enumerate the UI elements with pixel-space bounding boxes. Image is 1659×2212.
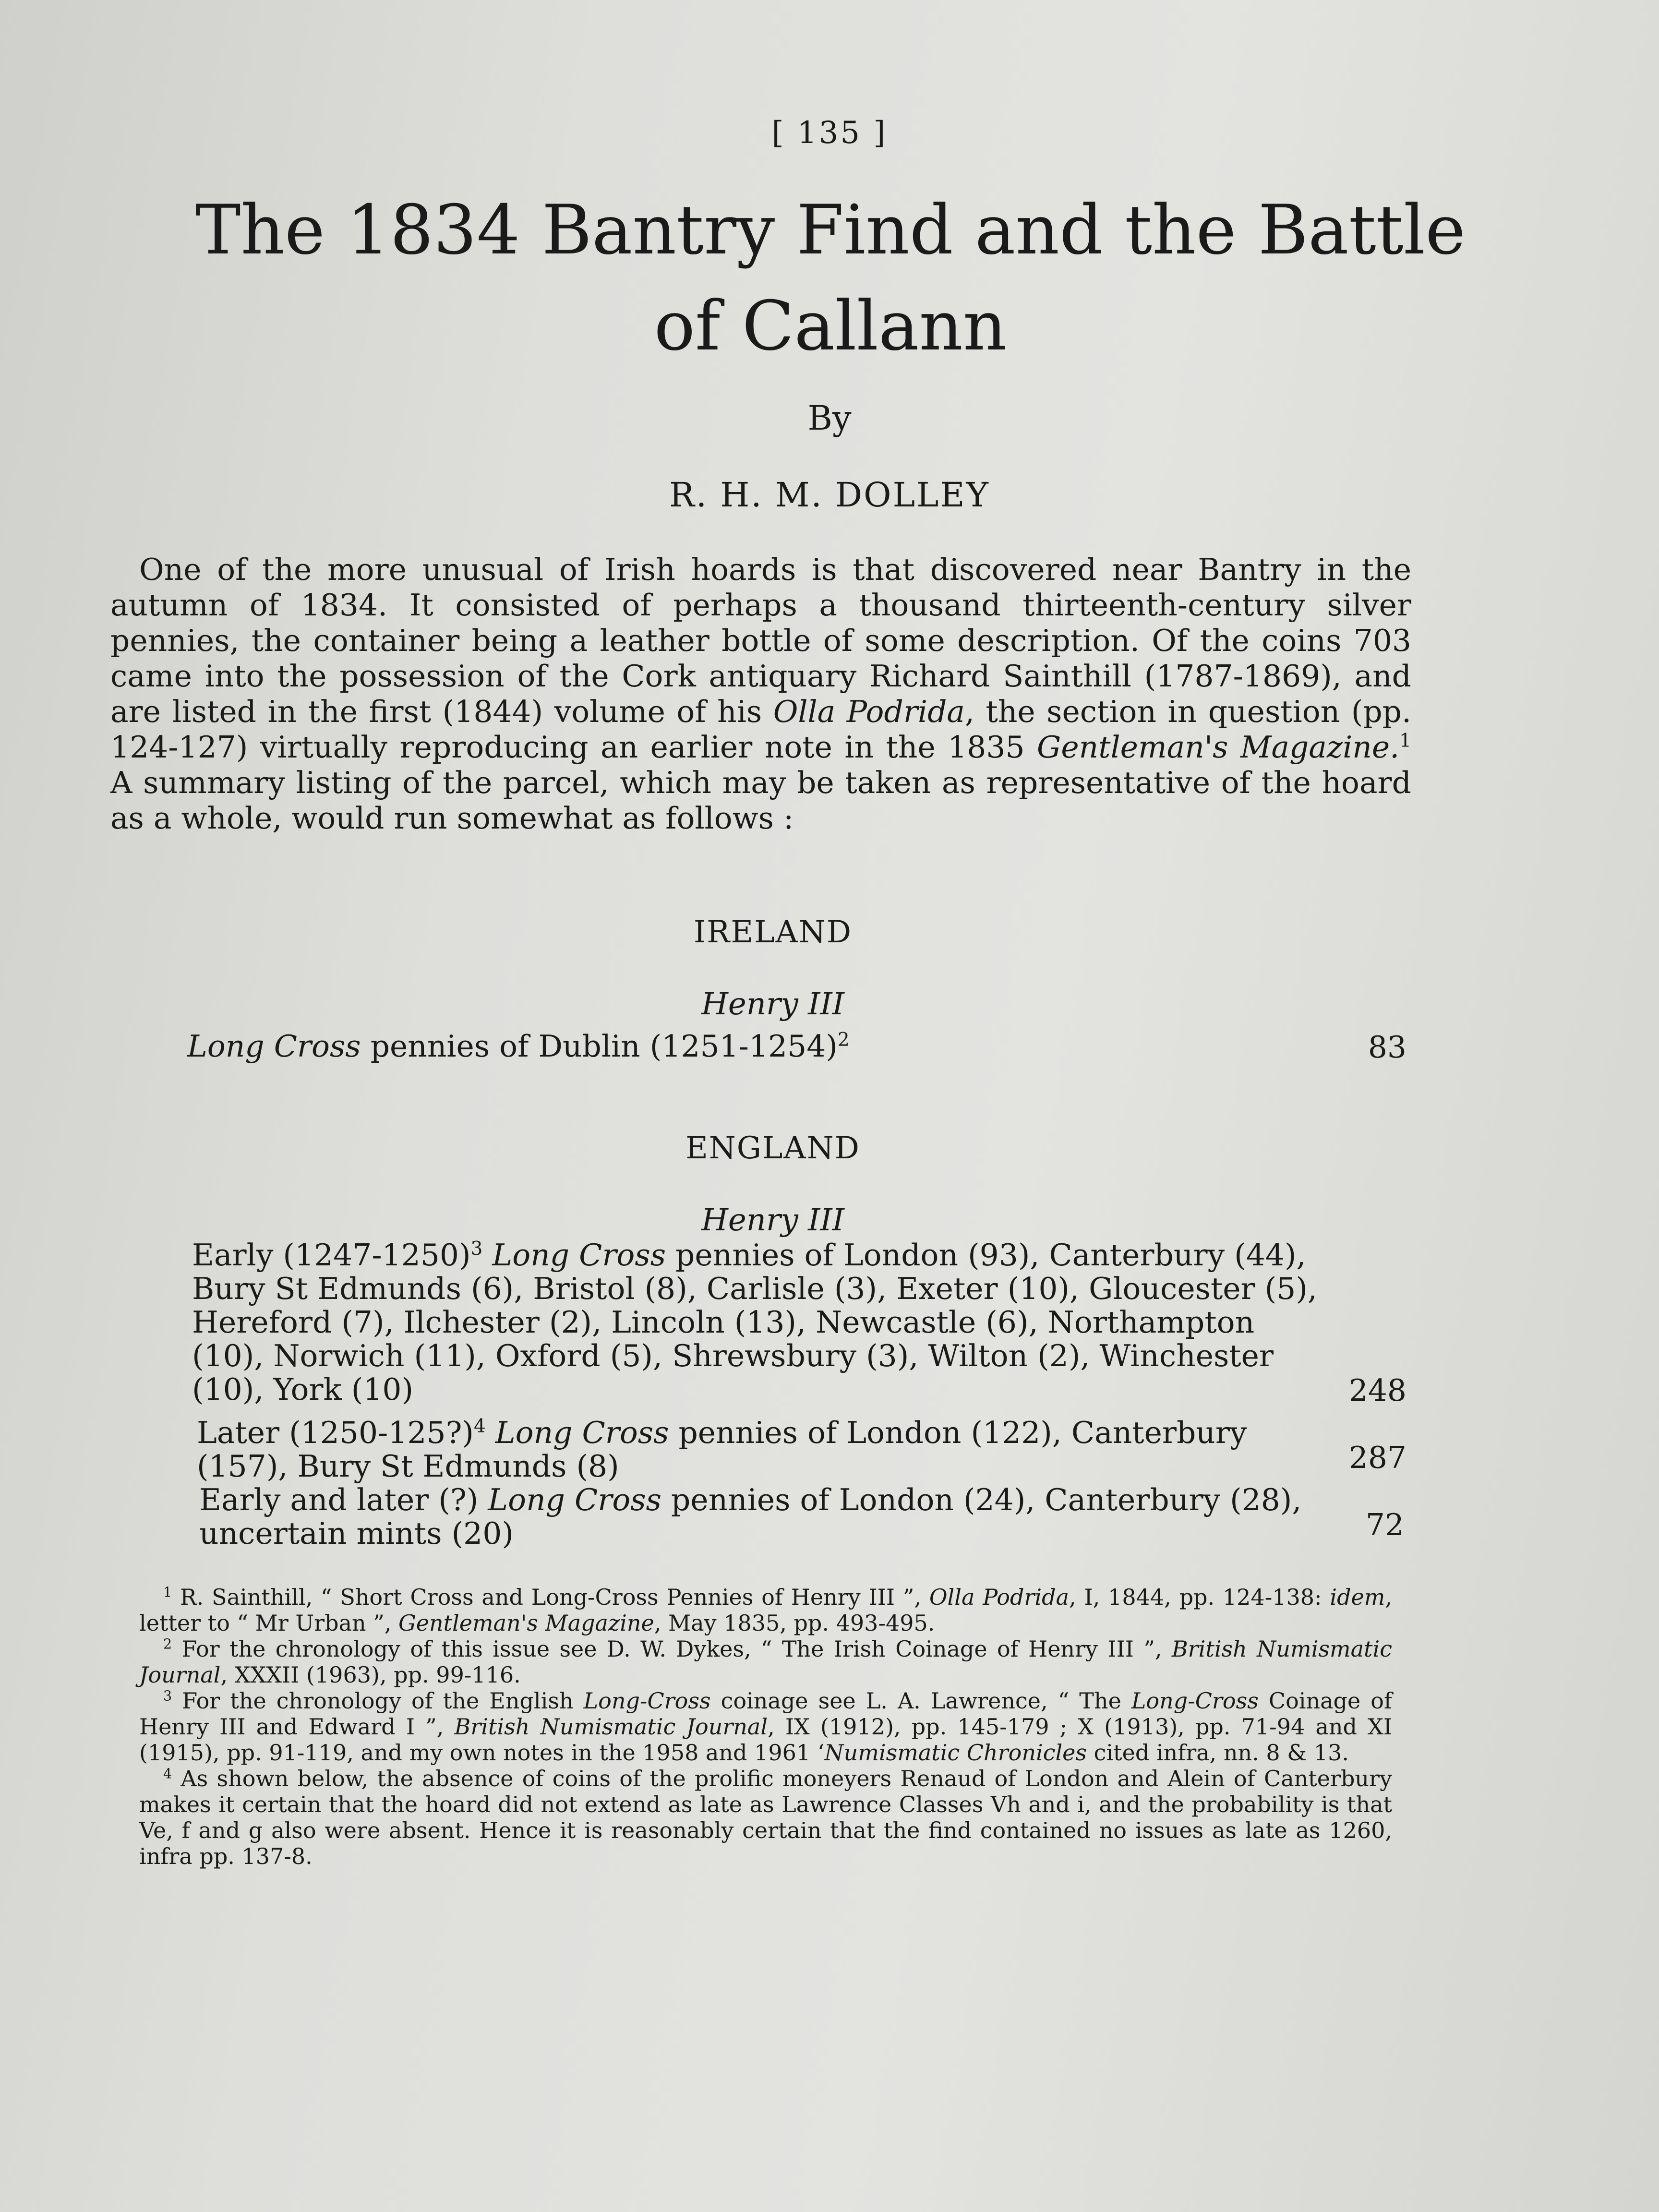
footnote-text: Coinage of Henry III and Edward I ”, (139, 1688, 1392, 1740)
entry-england-early (192, 1238, 1334, 1407)
entry-text: pennies of London (122), Canterbury (157), Bury St Edmunds (8) (197, 1415, 1247, 1484)
footnote-text: As shown below, the absence of coins of the prolific moneyers Renaud of London and Alein of Canterbury makes it certain that the hoard did not extend as late as Lawrence Classes Vh and i, and the probability is that Ve, f and g also were absent. Hence it is reasonably certain that the find contained no issues as late as 1260, infra pp. 137-8. (139, 1766, 1392, 1869)
entry-italic: Long Cross (482, 1238, 666, 1273)
footnote-text: For the chronology of the English (172, 1688, 584, 1714)
footnote-italic: idem (1330, 1584, 1385, 1610)
footnote-text: , IX (1912), pp. 145-179 ; X (1913), pp. 71-94 and XI (1915), pp. 91-119, and my own notes in the 1958 and 1961 ‘ (139, 1714, 1392, 1766)
count-england-early: 248 (1348, 1373, 1407, 1408)
footnotes (139, 1584, 1392, 1869)
intro-olla-podrida: Olla Podrida (773, 694, 965, 729)
footnote-4 (139, 1766, 1392, 1869)
intro-text-2: , the section in question (pp. 124-127) virtually reproducing an earlier note in the 1835 (110, 694, 1412, 765)
intro-paragraph (110, 552, 1411, 836)
section-heading-ireland: IRELAND (693, 914, 853, 950)
intro-gentlemans-magazine: Gentleman's Magazine. (1037, 730, 1400, 765)
entry-italic: Long Cross (488, 1482, 661, 1517)
entry-england-uncertain (199, 1483, 1332, 1551)
footnote-italic: Olla Podrida (929, 1584, 1069, 1610)
reign-ireland: Henry III (701, 986, 844, 1022)
entry-england-later (197, 1416, 1334, 1483)
footnote-italic: Gentleman's Magazine (398, 1610, 654, 1636)
footnote-text: , letter to “ Mr Urban ”, (139, 1584, 1392, 1636)
footnote-ref-2: 2 (837, 1029, 850, 1051)
footnote-text: R. Sainthill, “ Short Cross and Long-Cross Pennies of Henry III ”, (172, 1584, 929, 1610)
title-line-2: of Callann (654, 287, 1007, 366)
footnote-number: 3 (163, 1688, 172, 1704)
entry-italic: Long Cross (187, 1029, 361, 1064)
footnote-number: 4 (163, 1766, 172, 1782)
entry-italic: Long Cross (485, 1415, 669, 1450)
entry-ireland-dublin (187, 1030, 1339, 1063)
footnote-text: , XXXII (1963), pp. 99-116. (220, 1662, 521, 1688)
byline-label: By (807, 398, 852, 438)
author-name: R. H. M. DOLLEY (669, 475, 990, 515)
footnote-italic: Long-Cross (583, 1688, 711, 1714)
title-line-1: The 1834 Bantry Find and the Battle (195, 191, 1466, 270)
entry-pre: Early and later (?) (199, 1482, 488, 1517)
entry-text: pennies of Dublin (1251-1254) (361, 1029, 838, 1064)
footnote-text: coinage see L. A. Lawrence, “ The (710, 1688, 1131, 1714)
footnote-number: 2 (163, 1636, 172, 1652)
footnote-ref-3: 3 (470, 1238, 483, 1260)
footnote-italic: Numismatic Chronicles (824, 1740, 1087, 1766)
page-number: [ 135 ] (771, 115, 888, 151)
footnote-ref-4: 4 (473, 1416, 486, 1437)
footnote-text: , May 1835, pp. 493-495. (654, 1610, 935, 1636)
footnote-text: , I, 1844, pp. 124-138: (1069, 1584, 1330, 1610)
entry-text: pennies of London (93), Canterbury (44), Bury St Edmunds (6), Bristol (8), Carlisle (3), Exeter (10), Gloucester (5), Hereford (7), Ilchester (2), Lincoln (13), Newcastle (6), Northampton (10), Norwich (11), Oxford (5), Shrewsbury (3), Wilton (2), Winchester (10), York (10) (192, 1238, 1317, 1407)
entry-pre: Early (1247-1250) (192, 1238, 471, 1273)
entry-pre: Later (1250-125?) (197, 1415, 474, 1450)
footnote-1 (139, 1584, 1392, 1636)
article-title (96, 182, 1565, 374)
intro-text-1: One of the more unusual of Irish hoards is that discovered near Bantry in the autumn of 1834. It consisted of perhaps a thousand thirteenth-century silver pennies, the container being a leather bottle of some description. Of the coins 703 came into the possession of the Cork antiquary Richard Sainthill (1787-1869), and are listed in the first (1844) volume of his (110, 552, 1411, 729)
reign-england: Henry III (701, 1202, 844, 1238)
count-england-later: 287 (1348, 1440, 1407, 1475)
count-england-uncertain: 72 (1365, 1507, 1404, 1542)
footnote-3 (139, 1688, 1392, 1766)
footnote-italic: British Numismatic Journal (454, 1714, 768, 1740)
intro-text-3: A summary listing of the parcel, which may be taken as representative of the hoard as a whole, would run somewhat as follows : (110, 765, 1411, 836)
footnote-text: For the chronology of this issue see D. W. Dykes, “ The Irish Coinage of Henry III ”, (172, 1636, 1172, 1662)
footnote-2 (139, 1636, 1392, 1688)
entry-text: pennies of London (24), Canterbury (28), uncertain mints (20) (199, 1482, 1302, 1551)
footnote-ref-1: 1 (1399, 730, 1411, 752)
section-heading-england: ENGLAND (685, 1130, 860, 1166)
footnote-number: 1 (163, 1584, 172, 1600)
footnote-text: cited infra, nn. 8 & 13. (1087, 1740, 1349, 1766)
count-ireland: 83 (1368, 1030, 1407, 1065)
footnote-italic: British Numismatic Journal (139, 1636, 1392, 1688)
footnote-italic: Long-Cross (1131, 1688, 1259, 1714)
